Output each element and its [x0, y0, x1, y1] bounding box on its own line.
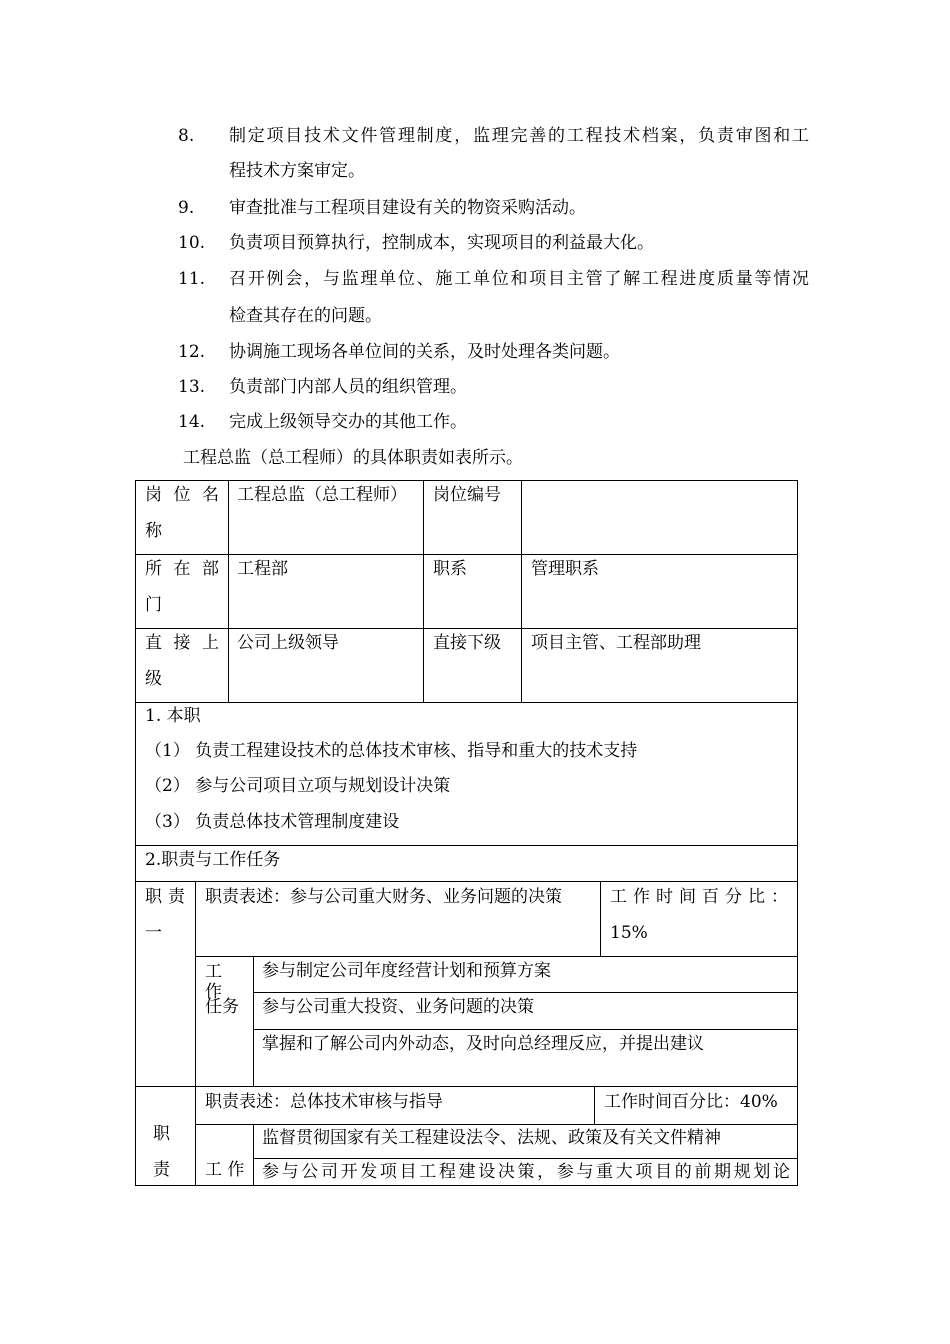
list-text: 协调施工现场各单位间的关系，及时处理各类问题。	[229, 342, 620, 362]
list-number: 13.	[178, 377, 206, 397]
task-item: 参与制定公司年度经营计划和预算方案	[262, 961, 551, 981]
duty-description: 职责表述：参与公司重大财务、业务问题的决策	[205, 887, 562, 907]
task-item: 参与公司开发项目工程建设决策，参与重大项目的前期规划论	[262, 1162, 790, 1182]
table-rule	[423, 480, 424, 702]
list-number: 14.	[178, 412, 206, 432]
field-label: 级	[145, 669, 162, 689]
list-number: 10.	[178, 233, 206, 253]
table-rule	[135, 628, 798, 629]
duty-item: （3） 负责总体技术管理制度建设	[145, 812, 400, 832]
duty-item: （1） 负责工程建设技术的总体技术审核、指导和重大的技术支持	[145, 741, 638, 761]
field-value: 工程总监（总工程师）	[237, 485, 407, 505]
list-text: 程技术方案审定。	[229, 161, 365, 181]
table-rule	[135, 554, 798, 555]
field-label: 所 在 部	[145, 559, 219, 579]
list-text: 检查其存在的问题。	[229, 306, 382, 326]
section-title: 2.职责与工作任务	[145, 850, 281, 870]
duty-label: 职 责	[145, 887, 185, 907]
table-rule	[253, 1029, 798, 1030]
task-label: 工 作	[205, 1160, 245, 1180]
field-label: 直接下级	[433, 633, 501, 653]
table-rule	[135, 1086, 798, 1087]
table-rule	[135, 480, 136, 1186]
task-item: 掌握和了解公司内外动态，及时向总经理反应，并提出建议	[262, 1034, 704, 1054]
task-item: 监督贯彻国家有关工程建设法令、法规、政策及有关文件精神	[262, 1128, 721, 1148]
field-value: 公司上级领导	[237, 633, 339, 653]
duty-description: 职责表述：总体技术审核与指导	[205, 1092, 443, 1112]
list-text: 审查批准与工程项目建设有关的物资采购活动。	[229, 198, 586, 218]
table-rule	[195, 1124, 798, 1125]
list-text: 召开例会，与监理单位、施工单位和项目主管了解工程进度质量等情况	[229, 269, 809, 289]
field-label: 岗位编号	[433, 485, 501, 505]
table-rule	[600, 881, 601, 956]
table-rule	[253, 1124, 254, 1186]
table-rule	[135, 881, 798, 882]
duty-label: 责	[153, 1160, 170, 1180]
field-label: 称	[145, 521, 162, 541]
table-rule	[135, 480, 798, 481]
field-label: 直 接 上	[145, 633, 219, 653]
field-label: 门	[145, 595, 162, 615]
table-rule	[135, 845, 798, 846]
list-text: 负责项目预算执行，控制成本，实现项目的利益最大化。	[229, 233, 654, 253]
table-rule	[195, 881, 196, 1186]
task-label: 工 作	[205, 962, 222, 1002]
table-rule	[253, 956, 254, 1086]
list-number: 12.	[178, 342, 206, 362]
field-label: 岗 位 名	[145, 485, 219, 505]
table-rule	[797, 480, 798, 1186]
field-value: 工程部	[237, 559, 288, 579]
duty-item: （2） 参与公司项目立项与规划设计决策	[145, 776, 451, 796]
time-percent: 工 作 时 间 百 分 比 ：	[610, 887, 788, 907]
duty-label: 职	[153, 1124, 170, 1144]
section-title: 1. 本职	[145, 706, 201, 726]
field-value: 管理职系	[531, 559, 599, 579]
table-rule	[521, 480, 522, 702]
list-text: 完成上级领导交办的其他工作。	[229, 412, 467, 432]
field-label: 职系	[433, 559, 467, 579]
duty-label: 一	[145, 923, 162, 943]
table-rule	[135, 1185, 798, 1186]
table-rule	[228, 480, 229, 702]
task-item: 参与公司重大投资、业务问题的决策	[262, 997, 534, 1017]
list-number: 8.	[178, 126, 195, 146]
field-value: 项目主管、工程部助理	[531, 633, 701, 653]
table-rule	[253, 992, 798, 993]
task-label: 任务	[205, 997, 239, 1017]
table-intro: 工程总监（总工程师）的具体职责如表所示。	[183, 448, 523, 468]
table-rule	[135, 702, 798, 703]
list-text: 负责部门内部人员的组织管理。	[229, 377, 467, 397]
table-rule	[195, 956, 798, 957]
time-percent: 15%	[610, 923, 648, 943]
list-number: 11.	[178, 269, 206, 289]
table-rule	[594, 1086, 595, 1124]
list-text: 制定项目技术文件管理制度，监理完善的工程技术档案，负责审图和工	[229, 126, 809, 146]
time-percent: 工作时间百分比：40%	[604, 1092, 778, 1112]
list-number: 9.	[178, 198, 195, 218]
table-rule	[253, 1158, 798, 1159]
